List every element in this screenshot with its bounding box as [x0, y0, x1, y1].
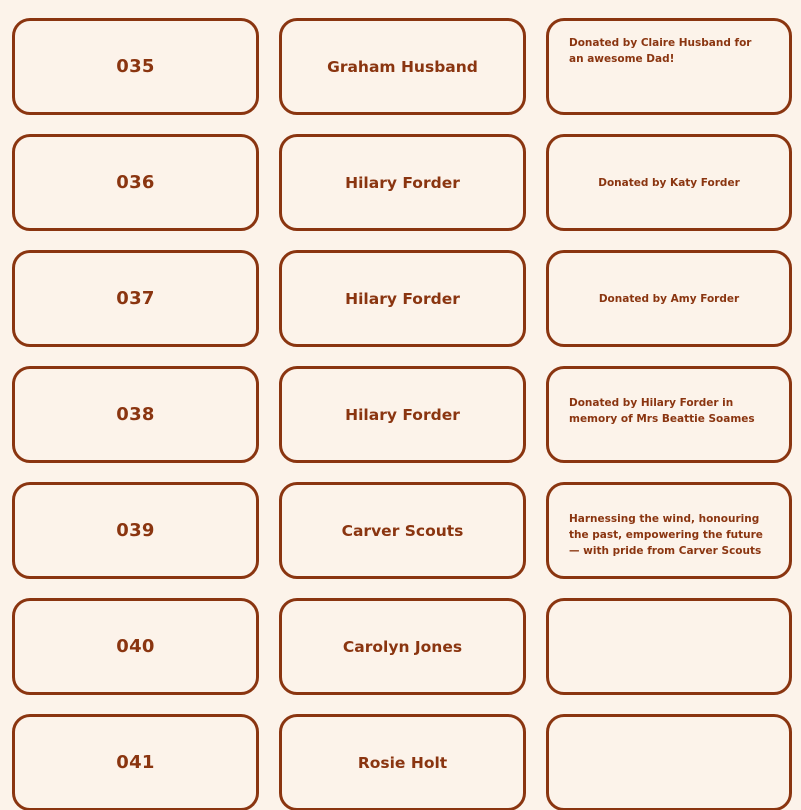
row-name-card	[279, 134, 526, 231]
row-note-card	[546, 250, 792, 347]
row-note: Donated by Katy Forder	[598, 176, 740, 189]
row-number-card	[12, 134, 259, 231]
row-name: Hilary Forder	[345, 289, 460, 308]
donation-grid	[12, 18, 792, 810]
row-name: Hilary Forder	[345, 405, 460, 424]
row-note: Donated by Hilary Forder in memory of Mrs Beattie Soames	[569, 397, 755, 425]
row-number-card	[12, 250, 259, 347]
row-name: Carver Scouts	[341, 521, 464, 540]
row-number-card	[12, 18, 259, 115]
row-note: Harnessing the wind, honouring the past, empowering the future — with pride from Carver Scouts	[569, 513, 763, 557]
row-number: 036	[116, 172, 155, 193]
row-name-card	[279, 482, 526, 579]
row-number: 039	[116, 520, 155, 541]
row-number: 038	[116, 404, 155, 425]
row-number: 040	[116, 636, 155, 657]
row-name: Graham Husband	[327, 57, 478, 76]
row-name: Hilary Forder	[345, 173, 460, 192]
row-note: Donated by Amy Forder	[598, 292, 740, 305]
row-name-card	[279, 714, 526, 810]
row-number: 037	[116, 288, 155, 309]
row-name: Carolyn Jones	[342, 637, 463, 656]
row-note-card	[546, 482, 792, 579]
row-note: Donated by Claire Husband for an awesome Dad!	[569, 37, 752, 65]
row-number-card	[12, 598, 259, 695]
row-number-card	[12, 366, 259, 463]
row-name-card	[279, 598, 526, 695]
row-number-card	[12, 714, 259, 810]
row-note-card	[546, 598, 792, 695]
row-number: 035	[116, 56, 155, 77]
row-name-card	[279, 18, 526, 115]
row-name-card	[279, 250, 526, 347]
row-number: 041	[116, 752, 155, 773]
row-number-card	[12, 482, 259, 579]
row-note-card	[546, 366, 792, 463]
row-note-card	[546, 18, 792, 115]
row-name: Rosie Holt	[357, 753, 448, 772]
row-name-card	[279, 366, 526, 463]
row-note-card	[546, 134, 792, 231]
row-note-card	[546, 714, 792, 810]
